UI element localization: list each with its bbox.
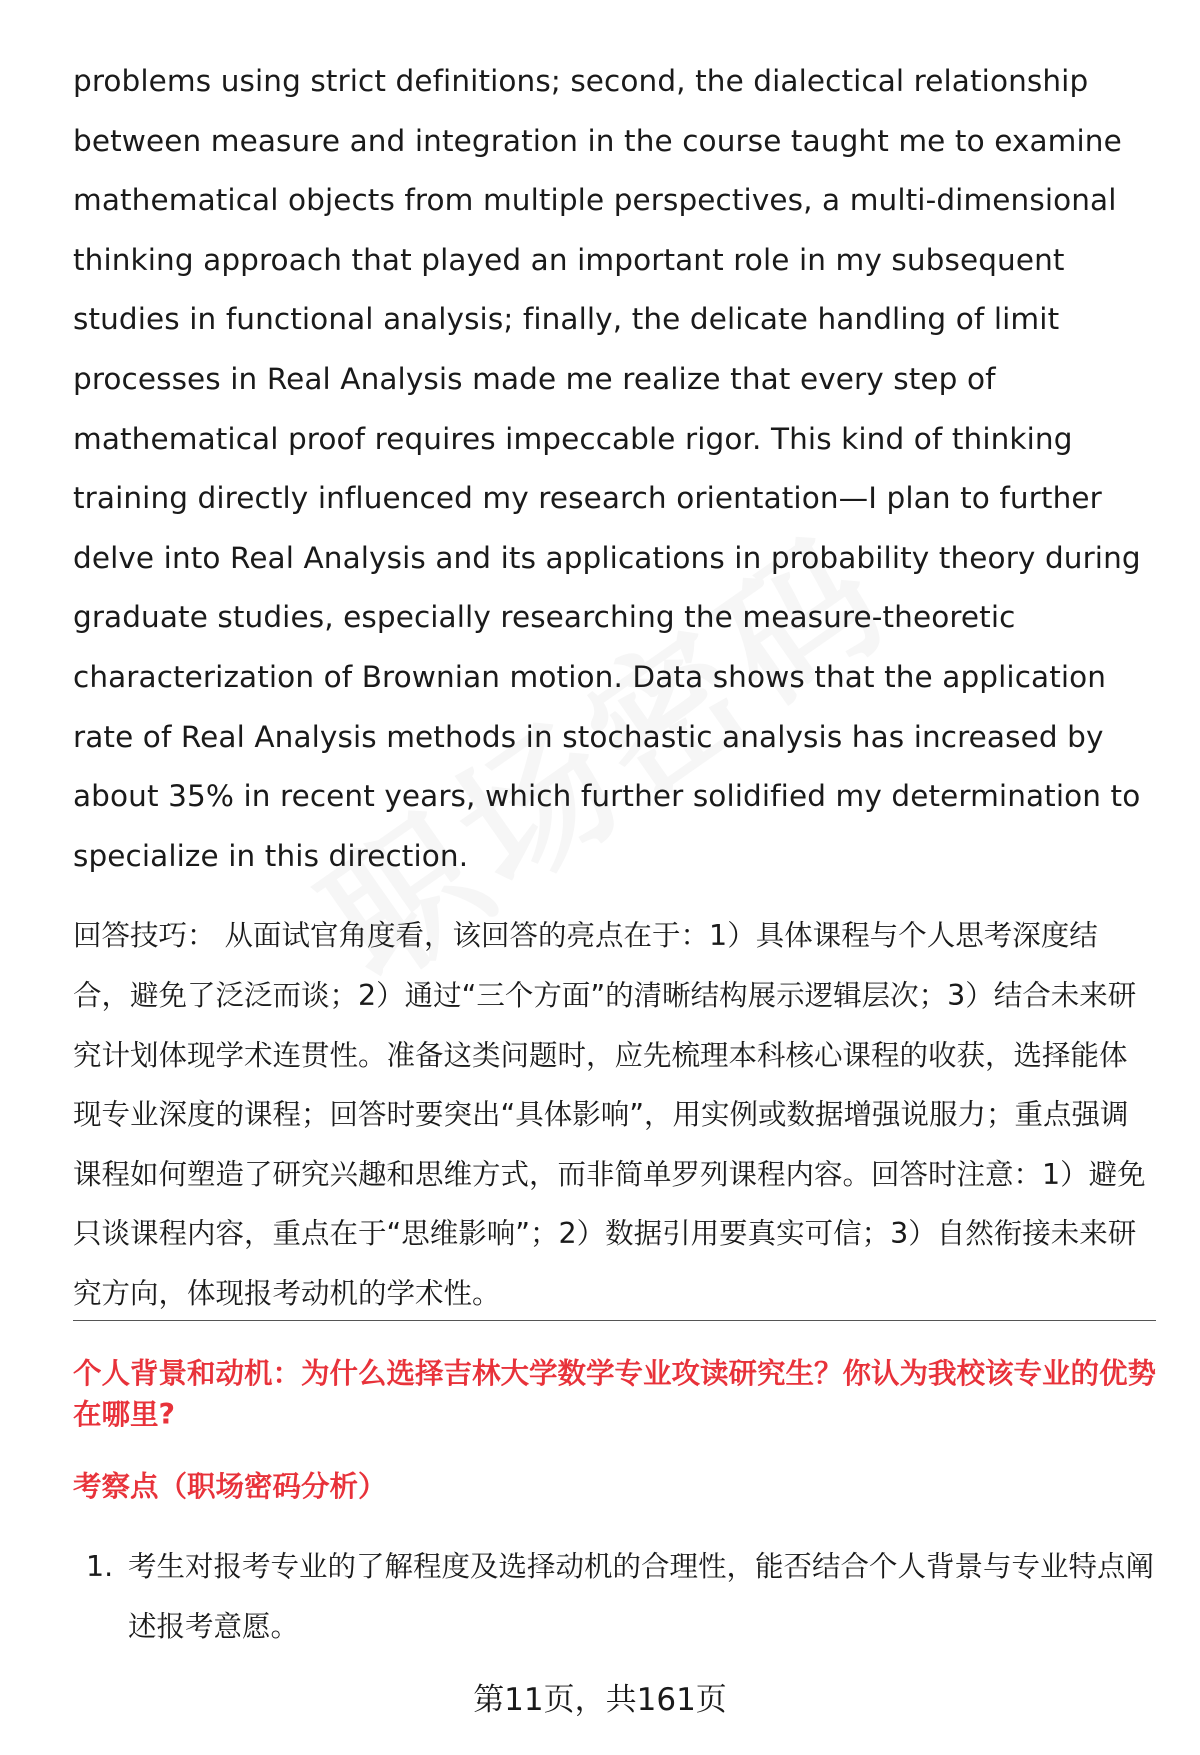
list-item-number: 1. [86,1550,114,1583]
exam-points-list [86,1537,1156,1656]
answer-tips-paragraph: 回答技巧： 从面试官角度看，该回答的亮点在于：1）具体课程与个人思考深度结合，避免了泛泛而谈；2）通过“三个方面”的清晰结构展示逻辑层次；3）结合未来研究计划体现学术连贯性。准备这类问题时，应先梳理本科核心课程的收获，选择能体现专业深度的课程；回答时要突出“具体影响”，用实例或数据增强说服力；重点强调课程如何塑造了研究兴趣和思维方式，而非简单罗列课程内容。回答时注意：1）避免只谈课程内容，重点在于“思维影响”；2）数据引用要真实可信；3）自然衔接未来研究方向，体现报考动机的学术性。 [73,919,1146,1310]
document-body [73,52,1153,1323]
exam-points-heading: 考察点（职场密码分析） [73,1470,387,1503]
question-heading: 个人背景和动机：为什么选择吉林大学数学专业攻读研究生？你认为我校该专业的优势在哪里? [73,1357,1157,1431]
list-item [86,1537,1156,1656]
section-divider [73,1320,1156,1321]
list-item-text: 考生对报考专业的了解程度及选择动机的合理性，能否结合个人背景与专业特点阐述报考意愿。 [128,1550,1155,1643]
answer-paragraph: problems using strict definitions; second, the dialectical relationship between measure and integration in the course taught me to examine mathematical objects from multiple perspectives, a multi-dimensional thinking approach that played an important role in my subsequent studies in functional analysis; finally, the delicate handling of limit processes in Real Analysis made me realize that every step of mathematical proof requires impeccable rigor. This kind of thinking training directly influenced my research orientation—I plan to further delve into Real Analysis and its applications in probability theory during graduate studies, especially researching the measure-theoretic characterization of Brownian motion. Data shows that the application rate of Real Analysis methods in stochastic analysis has increased by about 35% in recent years, which further solidified my determination to specialize in this direction. [73,64,1141,873]
page-number: 第11页，共161页 [473,1682,727,1718]
